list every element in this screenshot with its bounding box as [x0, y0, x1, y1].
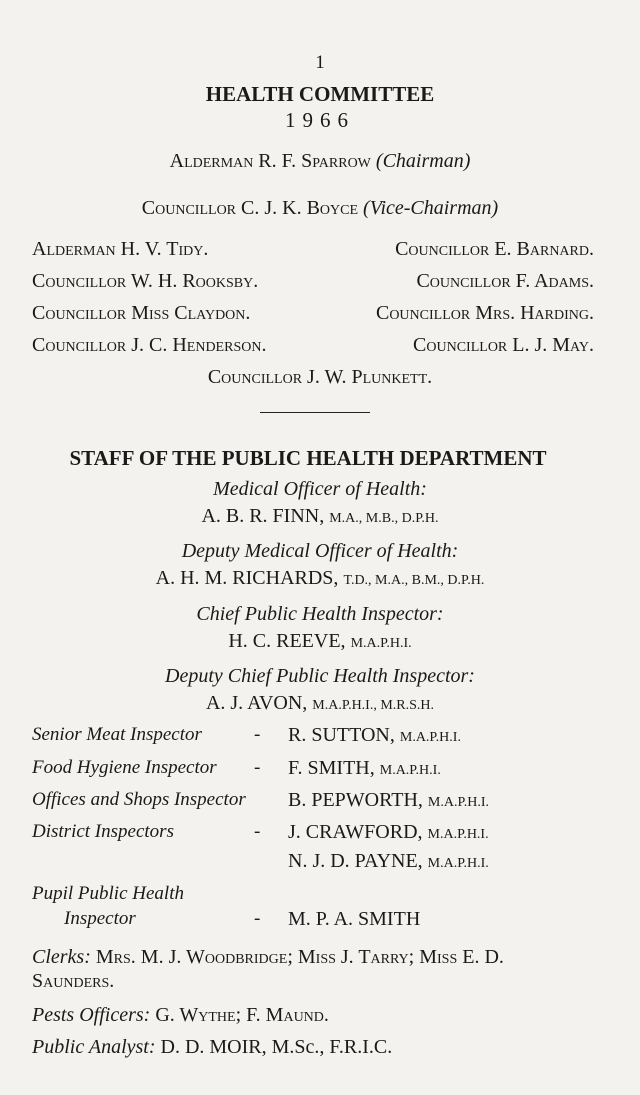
- member-right-2: Councillor F. Adams.: [416, 270, 594, 292]
- pupil-dash: -: [254, 908, 261, 929]
- analyst-label: Public Analyst:: [32, 1036, 156, 1058]
- page-number: 1: [315, 52, 325, 73]
- offices-shops-line: [288, 789, 489, 812]
- member-left-4: Councillor J. C. Henderson.: [32, 334, 267, 356]
- offices-shops-qualifications: M.A.P.H.I.: [427, 795, 489, 810]
- deputy-moh-name: A. H. M. RICHARDS,: [155, 567, 339, 589]
- deputy-moh-role: Deputy Medical Officer of Health:: [181, 540, 459, 562]
- staff-title: STAFF OF THE PUBLIC HEALTH DEPARTMENT: [69, 446, 547, 470]
- clerks-label: Clerks:: [32, 946, 91, 968]
- member-left-1: Alderman H. V. Tidy.: [32, 238, 209, 260]
- cphi-role: Chief Public Health Inspector:: [196, 603, 444, 625]
- district-dash: -: [254, 821, 261, 842]
- food-hygiene-line: [288, 757, 441, 780]
- district-qualifications-1: M.A.P.H.I.: [427, 827, 489, 842]
- committee-year: 1966: [285, 108, 355, 132]
- moh-name: A. B. R. FINN,: [201, 505, 325, 527]
- senior-meat-role: Senior Meat Inspector: [32, 724, 202, 745]
- cphi-name: H. C. REEVE,: [228, 630, 346, 652]
- pests-label: Pests Officers:: [32, 1004, 151, 1026]
- vice-chairman-name: Councillor C. J. K. Boyce: [141, 197, 359, 219]
- pests-line: [32, 1004, 329, 1027]
- pupil-role-line-1: Pupil Public Health: [32, 883, 184, 904]
- food-hygiene-dash: -: [254, 757, 261, 778]
- committee-title: HEALTH COMMITTEE: [205, 82, 435, 106]
- deputy-moh-qualifications: T.D., M.A., B.M., D.P.H.: [343, 573, 485, 588]
- senior-meat-dash: -: [254, 724, 261, 745]
- member-left-2: Councillor W. H. Rooksby.: [32, 270, 259, 292]
- senior-meat-qualifications: M.A.P.H.I.: [399, 730, 461, 745]
- food-hygiene-qualifications: M.A.P.H.I.: [379, 763, 441, 778]
- moh-qualifications: M.A., M.B., D.P.H.: [329, 511, 439, 526]
- chairman-name: Alderman R. F. Sparrow: [169, 150, 371, 172]
- deputy-moh-line: [0, 567, 640, 590]
- section-divider: [260, 412, 370, 413]
- district-line-2: [288, 850, 489, 873]
- pests-names: G. Wythe; F. Maund.: [155, 1004, 329, 1026]
- moh-line: [0, 505, 640, 528]
- member-right-3: Councillor Mrs. Harding.: [375, 302, 594, 324]
- district-qualifications-2: M.A.P.H.I.: [427, 856, 489, 871]
- cphi-qualifications: M.A.P.H.I.: [350, 636, 412, 651]
- district-name-1: J. CRAWFORD,: [288, 821, 423, 843]
- dcphi-qualifications: M.A.P.H.I., M.R.S.H.: [312, 698, 435, 713]
- dcphi-line: [0, 692, 640, 715]
- district-role: District Inspectors: [32, 821, 174, 842]
- analyst-name: D. D. MOIR, M.Sc., F.R.I.C.: [160, 1036, 393, 1058]
- offices-shops-name: B. PEPWORTH,: [288, 789, 423, 811]
- dcphi-role: Deputy Chief Public Health Inspector:: [165, 665, 475, 687]
- analyst-line: [32, 1036, 392, 1059]
- chairman-role: (Chairman): [375, 150, 471, 172]
- clerks-line-2: Saunders.: [32, 970, 115, 992]
- member-left-3: Councillor Miss Claydon.: [32, 302, 251, 324]
- pupil-role-line-2: Inspector: [64, 908, 136, 929]
- food-hygiene-name: F. SMITH,: [288, 757, 375, 779]
- district-line-1: [288, 821, 489, 844]
- dcphi-name: A. J. AVON,: [205, 692, 308, 714]
- clerks-line-1: [32, 946, 504, 969]
- senior-meat-name: R. SUTTON,: [288, 724, 395, 746]
- senior-meat-line: [288, 724, 461, 747]
- offices-shops-role: Offices and Shops Inspector: [32, 789, 246, 810]
- clerks-names: Mrs. M. J. Woodbridge; Miss J. Tarry; Miss E. D.: [95, 946, 504, 968]
- vice-chairman-line: [0, 197, 640, 220]
- member-center: Councillor J. W. Plunkett.: [207, 366, 433, 388]
- pupil-name: M. P. A. SMITH: [288, 908, 421, 930]
- cphi-line: [0, 630, 640, 653]
- moh-role: Medical Officer of Health:: [213, 478, 427, 500]
- member-right-4: Councillor L. J. May.: [413, 334, 594, 356]
- food-hygiene-role: Food Hygiene Inspector: [32, 757, 217, 778]
- chairman-line: [0, 150, 640, 173]
- vice-chairman-role: (Vice-Chairman): [363, 197, 499, 219]
- member-right-1: Councillor E. Barnard.: [395, 238, 594, 260]
- district-name-2: N. J. D. PAYNE,: [288, 850, 423, 872]
